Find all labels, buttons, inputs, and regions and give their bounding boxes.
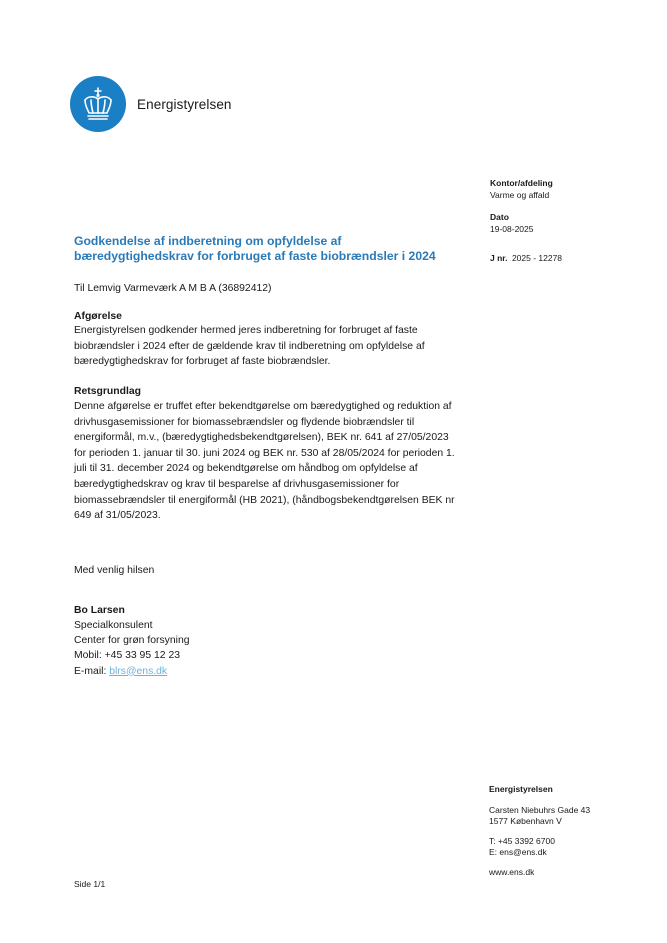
journal-number xyxy=(490,248,562,266)
crown-logo-icon xyxy=(70,76,126,132)
signature-block xyxy=(74,618,190,679)
legal-line: energiformål, m.v., (bæredygtighedsbekendtgørelsen), BEK nr. 641 af 27/05/2023 xyxy=(74,432,449,444)
footer-email: E: ens@ens.dk xyxy=(489,846,547,857)
footer-address xyxy=(489,805,590,826)
email-label: E-mail: xyxy=(74,665,110,677)
legal-line: bæredygtighedskrav og krav til besparelse af drivhusgasemissioner for xyxy=(74,478,400,490)
decision-heading: Afgørelse xyxy=(74,311,122,322)
document-title xyxy=(74,234,474,264)
recipient: Til Lemvig Varmeværk A M B A (36892412) xyxy=(74,283,272,294)
title-line-2: bæredygtighedskrav for forbruget af faste biobrændsler i 2024 xyxy=(74,249,436,263)
date-label: Dato xyxy=(490,212,509,222)
legal-heading: Retsgrundlag xyxy=(74,386,141,397)
decision-line: bæredygtighedskrav for forbruget af faste biobrændsler. xyxy=(74,356,331,368)
department-label: Kontor/afdeling xyxy=(490,178,553,188)
signer-phone: Mobil: +45 33 95 12 23 xyxy=(74,650,181,662)
legal-line: for perioden 1. januar til 30. juni 2024 og BEK nr. 530 af 28/05/2024 for perioden 1. xyxy=(74,447,455,459)
legal-line: drivhusgasemissioner for biomassebrændsler og flydende biobrændsler til xyxy=(74,416,415,428)
signer-unit: Center for grøn forsyning xyxy=(74,635,190,647)
footer-org: Energistyrelsen xyxy=(489,784,553,794)
signer-name: Bo Larsen xyxy=(74,605,125,616)
email-link[interactable]: blrs@ens.dk xyxy=(109,665,168,677)
title-line-1: Godkendelse af indberetning om opfyldelse af xyxy=(74,234,342,248)
department-value: Varme og affald xyxy=(490,190,550,200)
signer-email-row xyxy=(74,664,190,679)
footer-contact xyxy=(489,836,555,857)
legal-text xyxy=(74,399,514,524)
page-number: Side 1/1 xyxy=(74,879,106,889)
footer-city: 1577 København V xyxy=(489,815,562,826)
footer-street: Carsten Niebuhrs Gade 43 xyxy=(489,805,591,815)
decision-line: biobrændsler i 2024 efter de gældende krav til indberetning om opfyldelse af xyxy=(74,340,425,352)
legal-line: juli til 31. december 2024 og bekendtgørelse om håndbog om opfyldelse af xyxy=(74,463,418,475)
legal-line: Denne afgørelse er truffet efter bekendtgørelse om bæredygtighed og reduktion af xyxy=(74,401,452,412)
footer-web[interactable]: www.ens.dk xyxy=(489,867,535,877)
decision-text xyxy=(74,323,494,370)
journal-label: J nr. xyxy=(490,253,508,263)
signer-title: Specialkonsulent xyxy=(74,620,153,631)
legal-line: 649 af 31/05/2023. xyxy=(74,510,161,522)
legal-line: biomassebrændsler til energiformål (HB 2021), (håndbogsbekendtgørelsen BEK nr xyxy=(74,494,455,506)
closing-greeting: Med venlig hilsen xyxy=(74,565,155,576)
date-value: 19-08-2025 xyxy=(490,224,534,234)
journal-value: 2025 - 12278 xyxy=(511,253,563,263)
footer-phone: T: +45 3392 6700 xyxy=(489,836,555,846)
org-name: Energistyrelsen xyxy=(137,97,232,112)
decision-line: Energistyrelsen godkender hermed jeres indberetning for forbruget af faste xyxy=(74,325,418,336)
